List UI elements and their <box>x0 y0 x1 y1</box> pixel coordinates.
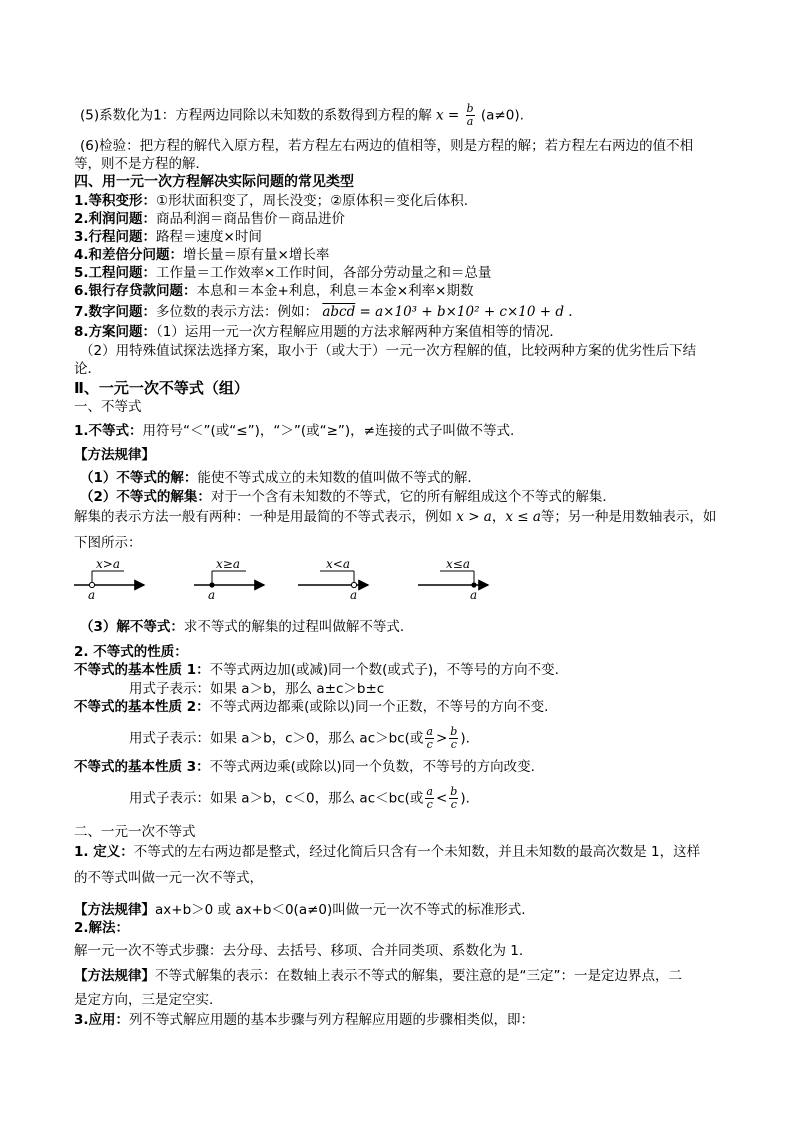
ineq-solution <box>80 469 472 487</box>
repr-line1 <box>74 508 716 526</box>
nl1-label: x>a <box>96 557 120 571</box>
item-text: （1）运用一元一次方程解应用题的方法求解两种方案值相等的情况． <box>156 324 563 340</box>
section4-item-7 <box>74 303 573 321</box>
prop2-text: 不等式两边都乘(或除以)同一个正数，不等号的方向不变. <box>209 699 549 715</box>
repr-sep: ， <box>491 509 506 525</box>
step6-line1: (6)检验：把方程的解代入原方程，若方程左右两边的值相等，则是方程的解；若方程左右两边的值不相 <box>80 138 694 154</box>
item-text: 本息和＝本金+利息，利息＝本金×利率×期数 <box>196 283 474 299</box>
sol-label: （1）不等式的解： <box>80 470 198 486</box>
frac-den: c <box>450 798 457 811</box>
sec2-rule1 <box>74 901 526 919</box>
prop2 <box>74 698 548 716</box>
open-dot <box>89 582 94 587</box>
closed-dot <box>209 582 214 587</box>
closed-dot <box>471 582 476 587</box>
item-text: 路程＝速度×时间 <box>156 229 262 245</box>
repr-line2: 下图所示： <box>74 535 142 551</box>
solset-label: （2）不等式的解集： <box>80 489 211 505</box>
app-label: 3.应用： <box>74 1012 130 1028</box>
solve-ineq <box>80 618 404 636</box>
solset-text: 对于一个含有未知数的不等式，它的所有解组成这个不等式的解集． <box>210 489 616 505</box>
item-label: 8.方案问题： <box>74 324 157 340</box>
sec2-rule2-line2: 是定方向，三是定空实. <box>74 992 214 1008</box>
sec2-method-label: 2.解法： <box>74 920 130 936</box>
item-label: 5.工程问题： <box>74 265 157 281</box>
sec2-def-text: 不等式的左右两边都是整式，经过化简后只含有一个未知数，并且未知数的最高次数是 1，这样 <box>133 844 701 860</box>
item8-line3: 论． <box>74 361 101 377</box>
section4-item-5 <box>74 264 491 282</box>
numberline-x-lt-a <box>298 557 368 602</box>
frac-den: c <box>426 738 433 751</box>
prop3-formula <box>129 786 470 811</box>
nl2-point: a <box>208 588 216 602</box>
prop1 <box>74 661 559 679</box>
rule1-text: ax+b＞0 或 ax+b＜0(a≠0)叫做一元一次不等式的标准形式. <box>155 902 526 918</box>
frac-num: a <box>426 725 433 738</box>
part2-sub1-title: 一、不等式 <box>74 399 142 415</box>
frac-den: c <box>426 798 433 811</box>
prop3-op: < <box>435 790 448 807</box>
prop2-formula-text: 用式子表示：如果 a＞b，c＞0，那么 ac＞bc(或 <box>129 730 424 747</box>
digits-overline: abcd <box>322 304 356 320</box>
solve-label: （3）解不等式： <box>80 619 184 635</box>
item-text: 增长量＝原有量×增长率 <box>183 247 330 263</box>
sec2-def-line2: 的不等式叫做一元一次不等式， <box>74 870 263 886</box>
nl3-point: a <box>350 588 358 602</box>
item-label: 3.行程问题： <box>74 229 157 245</box>
item-label: 7.数字问题： <box>74 304 157 320</box>
frac-num: b <box>450 785 458 798</box>
sec2-def-line1 <box>74 843 700 861</box>
item-text: ①形状面积变了，周长没变；②原体积＝变化后体积. <box>156 193 469 209</box>
def-text: 用符号“＜”(或“≤”)，“＞”(或“≥”)，≠连接的式子叫做不等式. <box>142 423 515 439</box>
step5-line <box>80 103 524 128</box>
section4-title: 四、用一元一次方程解决实际问题的常见类型 <box>74 174 354 190</box>
part2-title: Ⅱ、一元一次不等式（组） <box>74 379 249 397</box>
nl1-point: a <box>88 588 96 602</box>
item-label: 2.利润问题： <box>74 211 157 227</box>
prop2-label: 不等式的基本性质 2： <box>74 699 210 715</box>
rule-tag-1: 【方法规律】 <box>74 447 155 463</box>
digits-formula: = a×10³ + b×10² + c×10 + d . <box>359 304 573 320</box>
frac-b-over-c <box>449 726 458 751</box>
sec2-method-text: 解一元一次不等式步骤：去分母、去括号、移项、合并同类项、系数化为 1. <box>74 943 524 959</box>
step5-cond: (a≠0). <box>480 107 524 124</box>
item-label: 4.和差倍分问题： <box>74 247 184 263</box>
frac-den: c <box>450 738 457 751</box>
frac-a-over-c <box>425 726 434 751</box>
item-label: 6.银行存贷款问题： <box>74 283 197 299</box>
prop2-end: ). <box>460 730 470 747</box>
step5-frac-den: a <box>466 115 474 128</box>
prop1-label: 不等式的基本性质 1： <box>74 662 210 678</box>
rule-tag: 【方法规律】 <box>74 968 155 984</box>
item-text: 商品利润＝商品售价－商品进价 <box>156 211 346 227</box>
numberline-x-le-a <box>418 557 488 602</box>
item-text: 多位数的表示方法：例如： <box>156 304 319 320</box>
step6-line2: 等，则不是方程的解． <box>74 156 209 172</box>
prop3 <box>74 758 535 776</box>
sol-text: 能使不等式成立的未知数的值叫做不等式的解. <box>197 470 472 486</box>
solve-text: 求不等式的解集的过程叫做解不等式. <box>183 619 405 635</box>
props-title: 2. 不等式的性质： <box>74 644 188 660</box>
step5-frac-num: b <box>466 102 474 115</box>
repr-text-a: 解集的表示方法一般有两种：一种是用最简的不等式表示，例如 <box>74 509 452 525</box>
frac-num: b <box>450 725 458 738</box>
nl4-label: x≤a <box>446 557 470 571</box>
frac-b-over-c <box>449 786 458 811</box>
rule-tag: 【方法规律】 <box>74 902 155 918</box>
ineq-solset <box>80 488 616 506</box>
frac-a-over-c <box>425 786 434 811</box>
section4-item-6 <box>74 282 473 300</box>
open-dot <box>351 582 356 587</box>
prop3-formula-text: 用式子表示：如果 a＞b，c＜0，那么 ac＜bc(或 <box>129 790 424 807</box>
ineq-def <box>74 422 514 440</box>
numberline-figures <box>0 555 794 605</box>
def-label: 1.不等式： <box>74 423 143 439</box>
step5-text: (5)系数化为1：方程两边同除以未知数的系数得到方程的解 <box>80 107 432 124</box>
item8-line2: （2）用特殊值试探法选择方案，取小于（或大于）一元一次方程解的值，比较两种方案的优劣性后下结 <box>80 343 697 359</box>
section4-item-3 <box>74 228 262 246</box>
prop3-text: 不等式两边乘(或除以)同一个负数，不等号的方向改变. <box>209 759 535 775</box>
repr-ex2: x ≤ a <box>505 509 541 525</box>
numberline-x-gt-a <box>74 557 144 602</box>
prop1-text: 不等式两边加(或减)同一个数(或式子)，不等号的方向不变. <box>209 662 559 678</box>
prop3-end: ). <box>460 790 470 807</box>
prop2-formula <box>129 726 470 751</box>
frac-num: a <box>426 785 433 798</box>
numberline-x-ge-a <box>194 557 264 602</box>
nl2-label: x≥a <box>216 557 240 571</box>
sec2-def-label: 1. 定义： <box>74 844 134 860</box>
item-label: 1.等积变形： <box>74 193 157 209</box>
repr-text-b: 等；另一种是用数轴表示，如 <box>540 509 717 525</box>
section4-item-8 <box>74 323 563 341</box>
section4-item-2 <box>74 210 345 228</box>
step5-fraction <box>466 103 475 128</box>
section4-item-1 <box>74 192 468 210</box>
nl3-label: x<a <box>326 557 350 571</box>
nl4-point: a <box>470 588 478 602</box>
sec2-app <box>74 1011 534 1029</box>
sec2-rule2-line1 <box>74 967 682 985</box>
section4-item-4 <box>74 246 329 264</box>
rule2-text: 不等式解集的表示：在数轴上表示不等式的解集，要注意的是“三定”：一是定边界点，二 <box>155 968 682 984</box>
sec2-title: 二、一元一次不等式 <box>74 824 196 840</box>
repr-ex1: x > a <box>456 509 492 525</box>
prop3-label: 不等式的基本性质 3： <box>74 759 210 775</box>
app-text: 列不等式解应用题的基本步骤与列方程解应用题的步骤相类似，即： <box>129 1012 535 1028</box>
step5-lhs: x = <box>436 107 460 124</box>
prop2-op: > <box>435 730 448 747</box>
prop1-formula: 用式子表示：如果 a＞b，那么 a±c＞b±c <box>129 681 385 697</box>
item-text: 工作量＝工作效率×工作时间，各部分劳动量之和＝总量 <box>156 265 492 281</box>
